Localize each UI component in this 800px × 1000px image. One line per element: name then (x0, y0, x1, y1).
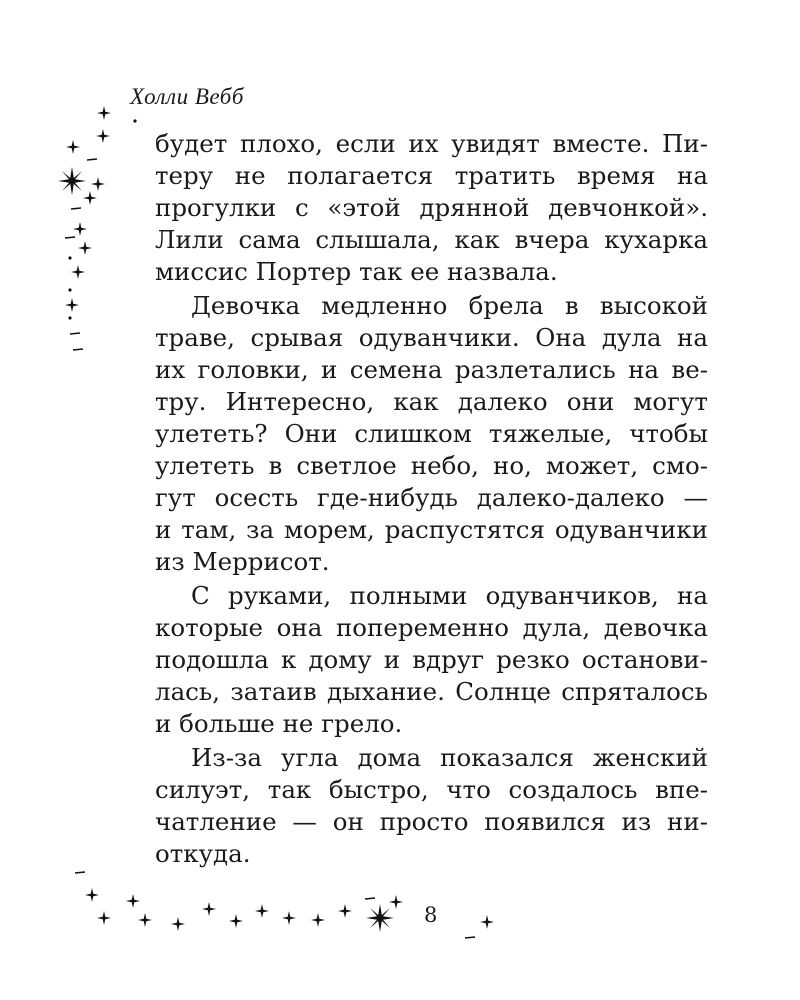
text-line: тру. Интересно, как далеко они могут (155, 387, 708, 416)
text-line: из Меррисот. (155, 547, 330, 576)
text-line: чатление — он просто появился из ни- (155, 807, 708, 836)
left-sparkle-trail (58, 106, 137, 350)
text-line: откуда. (155, 839, 251, 868)
running-header: Холли Вебб (130, 84, 244, 109)
text-line: будет плохо, если их увидят вместе. Пи- (155, 129, 708, 158)
text-line: лась, затаив дыхание. Солнце спряталось (155, 677, 708, 706)
text-line: прогулки с «этой дрянной девчонкой». (155, 193, 708, 222)
text-line: и больше не грело. (155, 709, 403, 738)
text-line: теру не полагается тратить время на (155, 161, 708, 190)
text-line: миссис Портер так ее назвала. (155, 257, 558, 286)
body-text (155, 128, 708, 870)
text-line: траве, срывая одуванчики. Она дула на (155, 323, 708, 352)
text-line: силуэт, так быстро, что создалось впе- (155, 775, 708, 804)
text-line: Из-за угла дома показался женский (191, 743, 708, 772)
text-line: улететь в светлое небо, но, может, смо- (155, 451, 708, 480)
text-line: С руками, полными одуванчиков, на (191, 581, 708, 610)
text-line: их головки, и семена разлетались на ве- (155, 355, 708, 384)
text-line: Девочка медленно брела в высокой (191, 291, 708, 320)
text-line: гут осесть где-нибудь далеко-далеко — (155, 483, 708, 512)
text-line: и там, за морем, распустятся одуванчики (155, 515, 708, 544)
page-number: 8 (424, 903, 438, 927)
text-line: подошла к дому и вдруг резко останови- (155, 645, 708, 674)
text-line: которые она попеременно дула, девочка (155, 613, 708, 642)
text-line: улететь? Они слишком тяжелые, чтобы (155, 419, 708, 448)
text-line: Лили сама слышала, как вчера кухарка (155, 225, 708, 254)
